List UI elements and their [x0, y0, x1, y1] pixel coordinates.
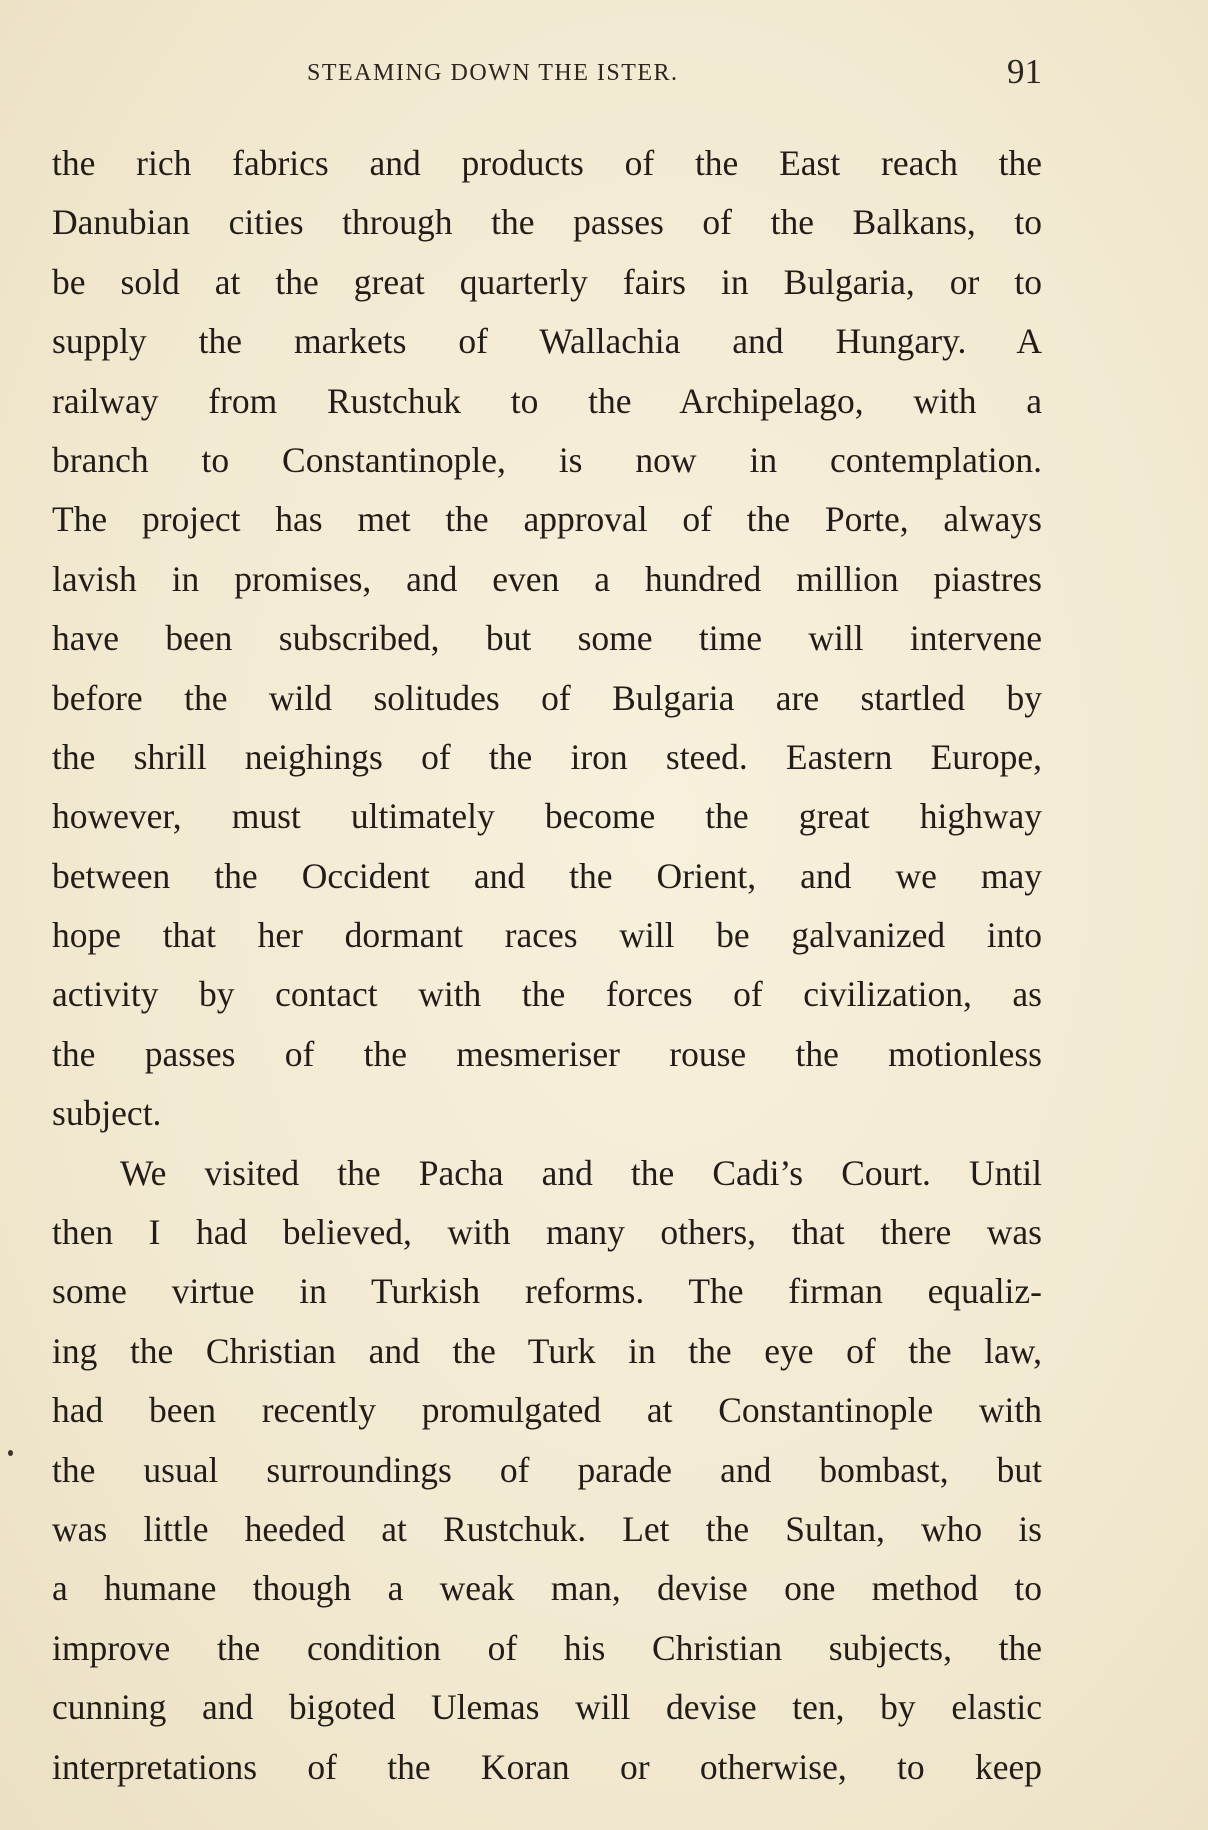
- text-line: some virtue in Turkish reforms. The firman equaliz-: [52, 1271, 1042, 1312]
- paragraph-2: [52, 1144, 1042, 1797]
- text-line: be sold at the great quarterly fairs in Bulgaria, or to: [52, 261, 1042, 302]
- margin-mark: [8, 1450, 13, 1456]
- body-text: [52, 134, 1042, 1797]
- text-line: supply the markets of Wallachia and Hungary. A: [52, 321, 1042, 362]
- text-line: activity by contact with the forces of civilization, as: [52, 974, 1042, 1015]
- text-line: the usual surroundings of parade and bombast, but: [52, 1449, 1042, 1490]
- text-line: the shrill neighings of the iron steed. Eastern Europe,: [52, 736, 1042, 777]
- text-line: was little heeded at Rustchuk. Let the Sultan, who is: [52, 1508, 1042, 1549]
- text-line: however, must ultimately become the great highway: [52, 796, 1042, 837]
- text-line: railway from Rustchuk to the Archipelago, with a: [52, 380, 1042, 421]
- text-line: hope that her dormant races will be galvanized into: [52, 915, 1042, 956]
- text-line: ing the Christian and the Turk in the eye of the law,: [52, 1330, 1042, 1371]
- running-head: [52, 52, 1042, 96]
- text-line: had been recently promulgated at Constantinople with: [52, 1390, 1042, 1431]
- text-line: interpretations of the Koran or otherwise, to keep: [52, 1746, 1042, 1787]
- text-line: have been subscribed, but some time will intervene: [52, 618, 1042, 659]
- text-line: We visited the Pacha and the Cadi’s Court. Until: [120, 1152, 1042, 1193]
- text-line: a humane though a weak man, devise one method to: [52, 1568, 1042, 1609]
- text-line: The project has met the approval of the Porte, always: [52, 499, 1042, 540]
- text-line: improve the condition of his Christian subjects, the: [52, 1627, 1042, 1668]
- text-line: then I had believed, with many others, that there was: [52, 1212, 1042, 1253]
- paragraph-1: [52, 134, 1042, 1144]
- page-number: 91: [1007, 52, 1042, 91]
- text-line: the rich fabrics and products of the East reach the: [52, 143, 1042, 183]
- text-line: branch to Constantinople, is now in contemplation.: [52, 439, 1042, 480]
- text-line: before the wild solitudes of Bulgaria are startled by: [52, 677, 1042, 718]
- text-line: subject.: [52, 1093, 162, 1134]
- text-line: Danubian cities through the passes of the Balkans, to: [52, 202, 1042, 243]
- text-line: between the Occident and the Orient, and we may: [52, 855, 1042, 896]
- text-line: the passes of the mesmeriser rouse the motionless: [52, 1033, 1042, 1074]
- text-line: cunning and bigoted Ulemas will devise ten, by elastic: [52, 1687, 1042, 1728]
- text-line: lavish in promises, and even a hundred million piastres: [52, 558, 1042, 599]
- running-title: STEAMING DOWN THE ISTER.: [307, 60, 679, 86]
